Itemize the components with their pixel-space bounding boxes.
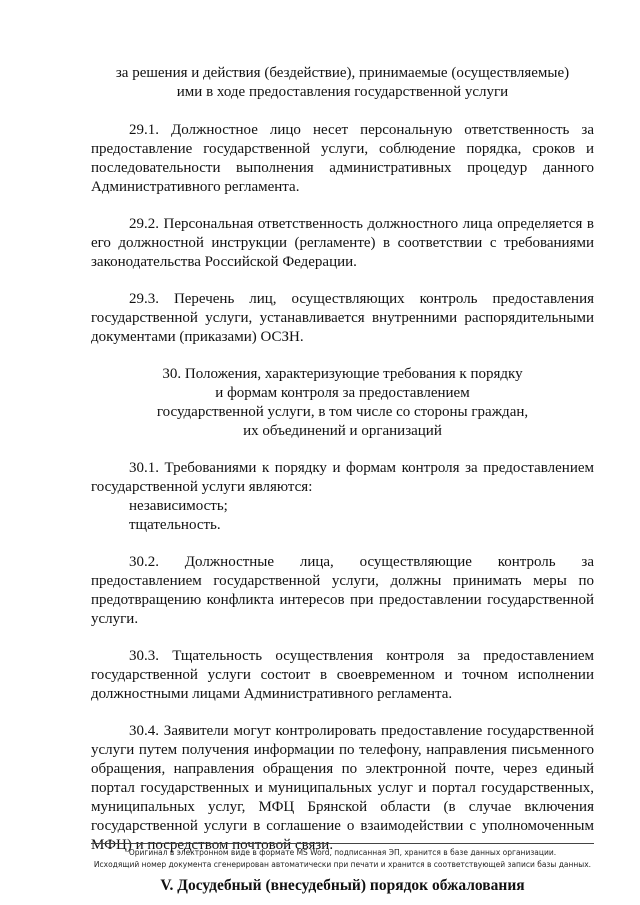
paragraph-30-1: 30.1. Требованиями к порядку и формам контроля за предоставлением государственной услуги являются: <box>91 460 594 495</box>
paragraph-30-4: 30.4. Заявители могут контролировать предоставление государственной услуги путем получения информации по телефону, направления письменного обращения, направления обращения по электронной почте, через единый портал государственных и муниципальных услуг и портал государственных, муниципальных услуг, МФЦ Брянской области (в случае включения государственной услуги в соглашение о взаимодействии с уполномоченным МФЦ) и посредством почтовой связи. <box>91 723 594 853</box>
paragraph-29-1: 29.1. Должностное лицо несет персональную ответственность за предоставление государственной услуги, соблюдение порядка, сроков и последовательности выполнения административных процедур данного Административного регламента. <box>91 122 594 195</box>
section-30-heading <box>91 365 594 441</box>
paragraph-30-2: 30.2. Должностные лица, осуществляющие контроль за предоставлением государственной услуги, должны принимать меры по предотвращению конфликта интересов при предоставлении государственной услуги. <box>91 554 594 627</box>
section-30-heading-line-1: 30. Положения, характеризующие требования к порядку <box>162 366 523 382</box>
section-30-heading-line-4: их объединений и организаций <box>243 423 442 439</box>
heading-top-line-2: ими в ходе предоставления государственной услуги <box>176 84 509 100</box>
heading-top-line-1: за решения и действия (бездействие), принимаемые (осуществляемые) <box>115 65 570 81</box>
section-30-heading-line-3: государственной услуги, в том числе со стороны граждан, <box>156 404 529 420</box>
paragraph-29-3: 29.3. Перечень лиц, осуществляющих контроль предоставления государственной услуги, устанавливается внутренними распорядительными документами (приказами) ОСЗН. <box>91 291 594 345</box>
paragraph-30-3: 30.3. Тщательность осуществления контроля за предоставлением государственной услуги состоит в своевременном и точном исполнении должностными лицами Административного регламента. <box>91 648 594 702</box>
list-item-independence: независимость; <box>129 498 228 514</box>
footer-line-2: Исходящий номер документа сгенерирован автоматически при печати и хранится в соответствующей записи базы данных. <box>93 860 592 869</box>
paragraph-29-2: 29.2. Персональная ответственность должностного лица определяется в его должностной инструкции (регламенте) в соответствии с требованиями законодательства Российской Федерации. <box>91 216 594 270</box>
document-body <box>91 64 594 895</box>
section-v-heading: V. Досудебный (внесудебный) порядок обжалования <box>160 877 525 894</box>
list-item-thoroughness: тщательность. <box>129 517 221 533</box>
footer-line-1: Оригинал в электронном виде в формате MS Word, подписанная ЭП, хранится в базе данных организации. <box>128 848 557 857</box>
section-30-heading-line-2: и формам контроля за предоставлением <box>215 385 470 401</box>
page-footer <box>91 843 594 871</box>
